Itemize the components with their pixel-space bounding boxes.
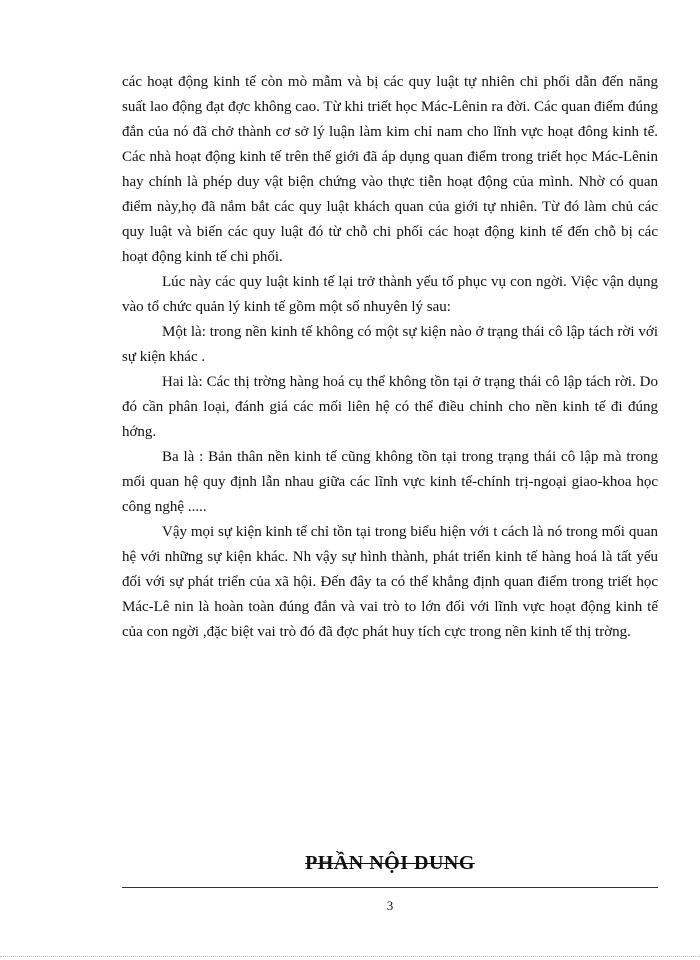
paragraph-conclusion: Vậy mọi sự kiện kinh tế chỉ tồn tại trong biểu hiện với t cách là nó trong mối quan hệ với những sự kiện khác. Nh vậy sự hình thành, phát triển kinh tế hàng hoá là tất yếu đối với sự phát triển của xã hội. Đến đây ta có thể khẳng định quan điểm trong triết học Mác-Lê nin là hoàn toàn đúng đắn và vai trò to lớn đối với lĩnh vực hoạt động kinh tế của con ngời ,đặc biệt vai trò đó đã đợc phát huy tích cực trong nền kinh tế thị trờng. (122, 524, 658, 640)
page-number: 3 (386, 898, 394, 913)
footer-divider (122, 887, 658, 888)
paragraph-principle-three: Ba là : Bản thân nền kinh tế cũng không tồn tại trong trạng thái cô lập mà trong mối quan hệ quy định lẫn nhau giữa các lĩnh vực kinh tế-chính trị-ngoại giao-khoa học công nghệ ..... (122, 449, 658, 515)
paragraph-principle-two: Hai là: Các thị trờng hàng hoá cụ thể không tồn tại ở trạng thái cô lập tách rời. Do đó cần phân loại, đánh giá các mối liên hệ có thể điều chỉnh cho nền kinh tế đi đúng hớng. (122, 374, 658, 440)
paragraph-principle-one: Một là: trong nền kinh tế không có một sự kiện nào ở trạng thái cô lập tách rời với sự kiện khác . (122, 324, 658, 365)
section-heading: PHẦN NỘI DUNG (305, 852, 475, 874)
body-text (122, 70, 658, 645)
page-edge-divider (0, 956, 700, 957)
paragraph-economic-laws: Lúc này các quy luật kinh tế lại trở thành yếu tố phục vụ con ngời. Việc vận dụng vào tổ chức quản lý kinh tế gồm một số nhuyên lý sau: (122, 274, 658, 315)
paragraph-continuation: các hoạt động kinh tế còn mò mẫm và bị các quy luật tự nhiên chi phối dẫn đến năng suất lao động đạt đợc không cao. Từ khi triết học Mác-Lênin ra đời. Các quan điểm đúng đắn của nó đã chở thành cơ sở lý luận làm kim chỉ nam cho lĩnh vực hoạt đông kinh tế. Các nhà hoạt động kinh tế trên thế giới đã áp dụng quan điểm trong triết học Mác-Lênin hay chính là phép duy vật biện chứng vào thực tiễn hoạt động của mình. Nhờ có quan điểm này,họ đã nắm bắt các quy luật khách quan của giới tự nhiên. Từ đó làm chủ các quy luật và biến các quy luật đó từ chỗ chi phối các hoạt động kinh tế đến chỗ bị các hoạt động kinh tế chi phối. (122, 74, 658, 265)
